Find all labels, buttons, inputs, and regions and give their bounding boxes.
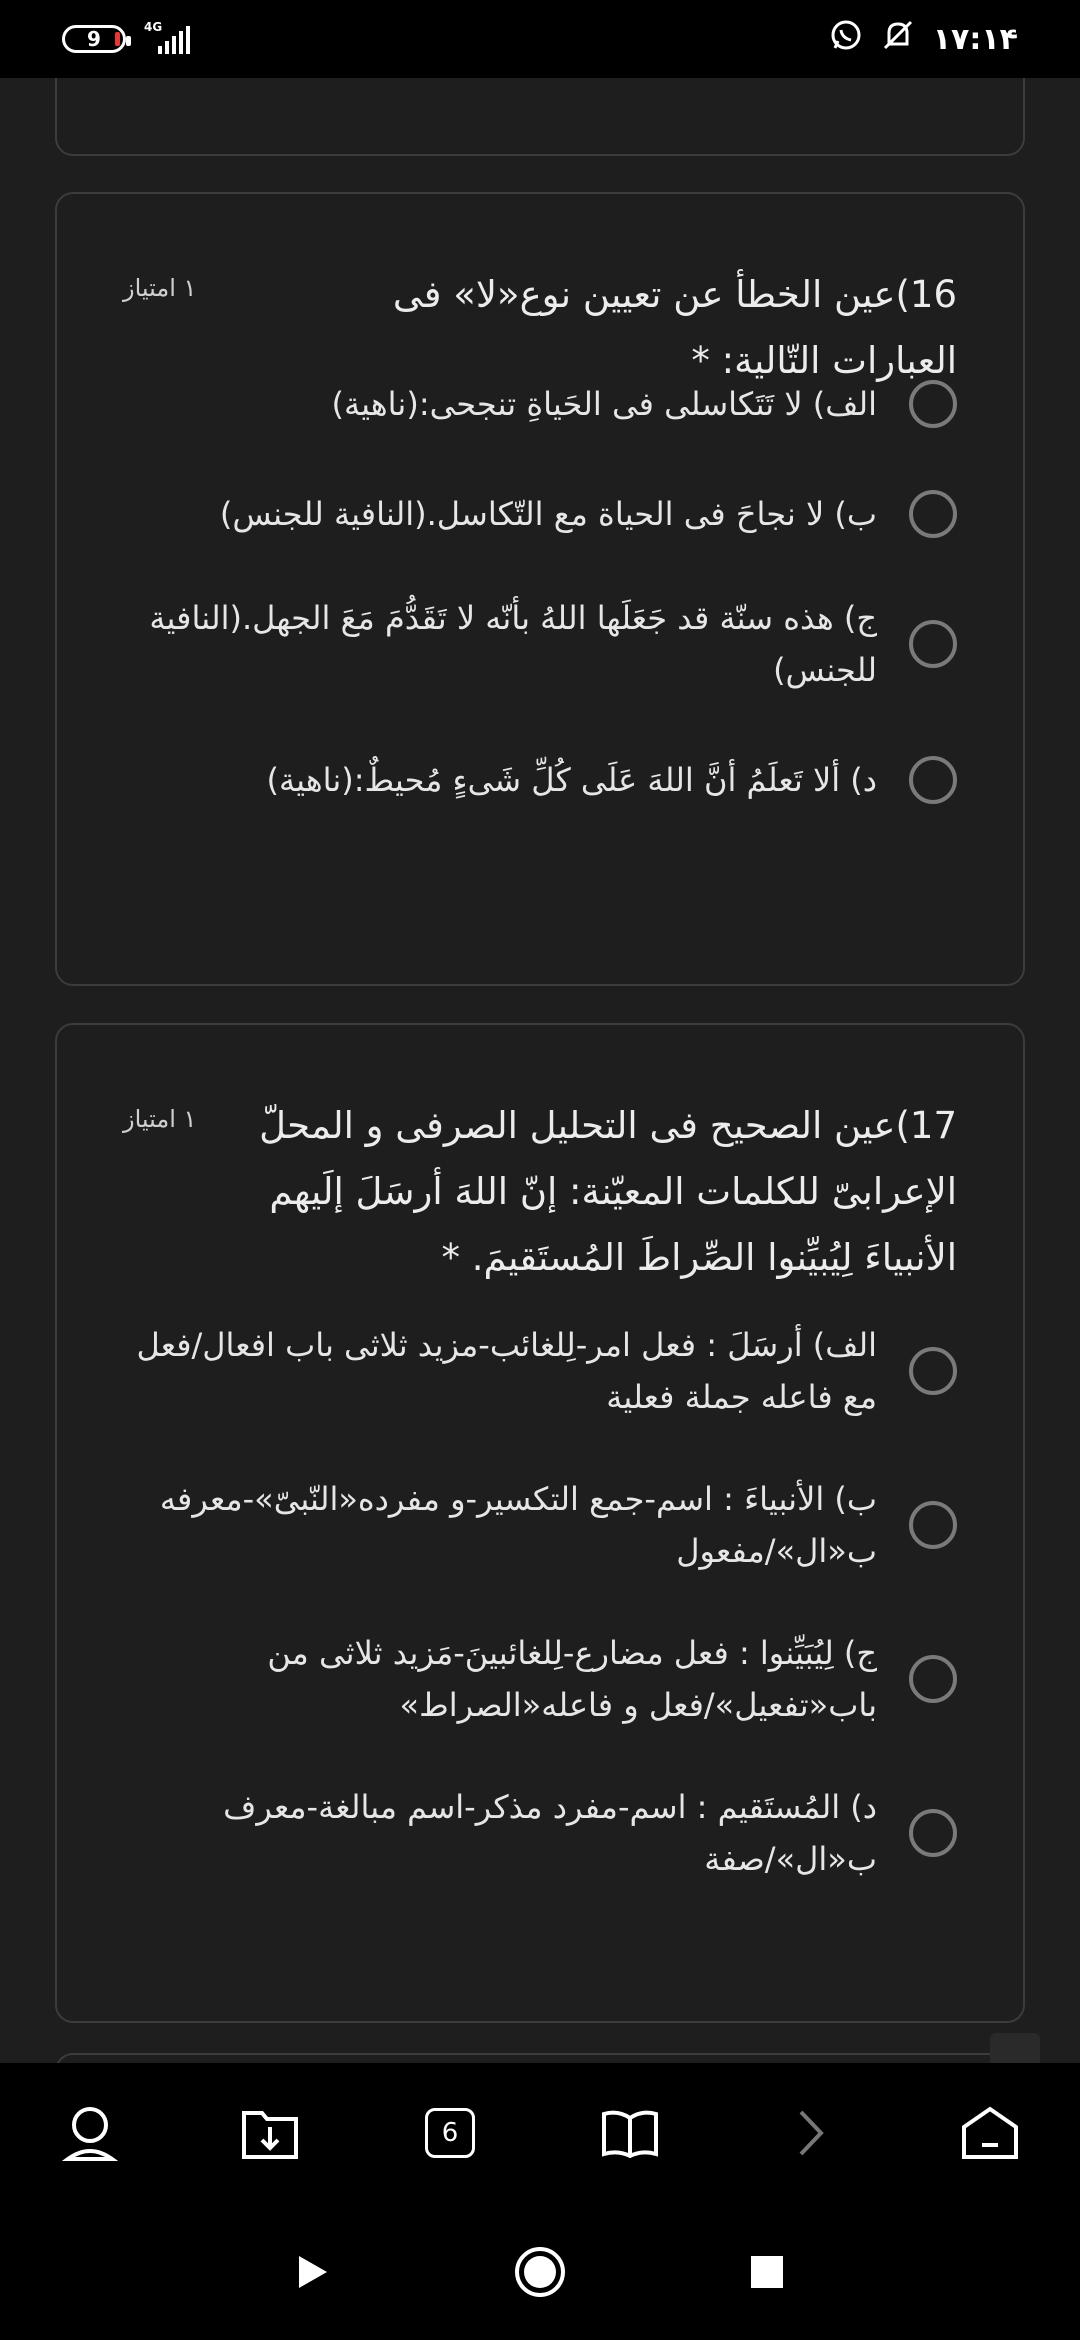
back-button[interactable]: [273, 2232, 353, 2312]
option-a[interactable]: [123, 356, 957, 452]
alarm-off-icon: [881, 18, 915, 60]
home-button[interactable]: [500, 2232, 580, 2312]
radio-button[interactable]: [909, 1501, 957, 1549]
whatsapp-icon: [829, 18, 863, 60]
browser-bottom-nav: [0, 2063, 1080, 2203]
bookmarks-icon[interactable]: [590, 2093, 670, 2173]
option-label: ب) لا نجاحَ فی الحیاة مع التّکاسل.(النافیة للجنس): [219, 495, 877, 533]
feedback-tab[interactable]: [990, 2033, 1040, 2063]
option-a[interactable]: [123, 1311, 957, 1431]
option-label: ج) لِیُبَیِّنوا : فعل مضارع-لِلغائبینَ-مَزید ثلاثی من باب«تفعیل»/فعل و فاعله«الصراط»: [267, 1634, 877, 1724]
download-icon[interactable]: [230, 2093, 310, 2173]
tab-count: 6: [425, 2108, 475, 2158]
option-label: ج) هذه سنّة قد جَعَلَها اللهُ بأنّه لا تَقَدُّمَ مَعَ الجهل.(النافیة للجنس): [149, 599, 877, 689]
option-c[interactable]: [123, 574, 957, 714]
clock: ۱۷:۱۴: [932, 21, 1018, 57]
radio-button[interactable]: [909, 756, 957, 804]
account-icon[interactable]: [50, 2093, 130, 2173]
option-label: الف) أرسَلَ : فعل امر-لِلغائب-مزید ثلاثی باب افعال/فعل مع فاعله جملة فعلیة: [136, 1326, 877, 1416]
forward-icon[interactable]: [770, 2093, 850, 2173]
previous-question-card: [55, 78, 1025, 156]
question-card-17: [55, 1023, 1025, 2023]
battery-level: 9: [87, 27, 101, 51]
status-left: [62, 20, 190, 54]
radio-button[interactable]: [909, 490, 957, 538]
radio-button[interactable]: [909, 380, 957, 428]
system-nav-bar: [0, 2203, 1080, 2340]
option-label: د) ألا تَعلَمُ أنَّ اللهَ عَلَی کُلِّ شَیءٍ مُحیطٌ:(ناهیة): [266, 761, 877, 799]
radio-button[interactable]: [909, 1809, 957, 1857]
option-label: الف) لا تَتَکاسلی فی الحَیاةِ تنجحی:(ناهیة): [331, 385, 877, 423]
question-card-16: [55, 192, 1025, 986]
option-d[interactable]: [123, 1773, 957, 1893]
network-type: 4G: [144, 20, 163, 34]
recents-button[interactable]: [727, 2232, 807, 2312]
option-b[interactable]: [123, 1465, 957, 1585]
option-label: ب) الأنبیاءَ : اسم-جمع التکسیر-و مفرده«النّبیّ»-معرفه ب«ال»/مفعول: [159, 1480, 877, 1570]
form-content[interactable]: [0, 78, 1080, 2063]
question-title: 17)عین الصحیح فی التحلیل الصرفی و المحلّ الإعرابیّ للکلمات المعیّنة: إنّ اللهَ أرسَلَ إلَیهم الأنبیاءَ لِیُبیِّنوا الصِّراطَ المُستَقیمَ. *: [259, 1104, 957, 1279]
question-title: 16)عین الخطأ عن تعیین نوع«لا» فی العبارات التّالیة: *: [392, 273, 957, 382]
home-icon[interactable]: [950, 2093, 1030, 2173]
signal-icon: [144, 20, 190, 54]
option-b[interactable]: [123, 466, 957, 562]
next-question-card: [55, 2053, 1025, 2063]
question-points: ۱ امتیاز: [123, 1105, 197, 1133]
battery-icon: [62, 25, 126, 53]
tabs-icon[interactable]: [410, 2093, 490, 2173]
option-c[interactable]: [123, 1619, 957, 1739]
radio-button[interactable]: [909, 1655, 957, 1703]
status-right: [829, 18, 1018, 60]
option-d[interactable]: [123, 732, 957, 828]
radio-button[interactable]: [909, 620, 957, 668]
option-label: د) المُستَقیم : اسم-مفرد مذکر-اسم مبالغة-معرف ب«ال»/صفة: [223, 1788, 877, 1878]
status-bar: [0, 0, 1080, 78]
question-points: ۱ امتیاز: [123, 274, 197, 302]
radio-button[interactable]: [909, 1347, 957, 1395]
